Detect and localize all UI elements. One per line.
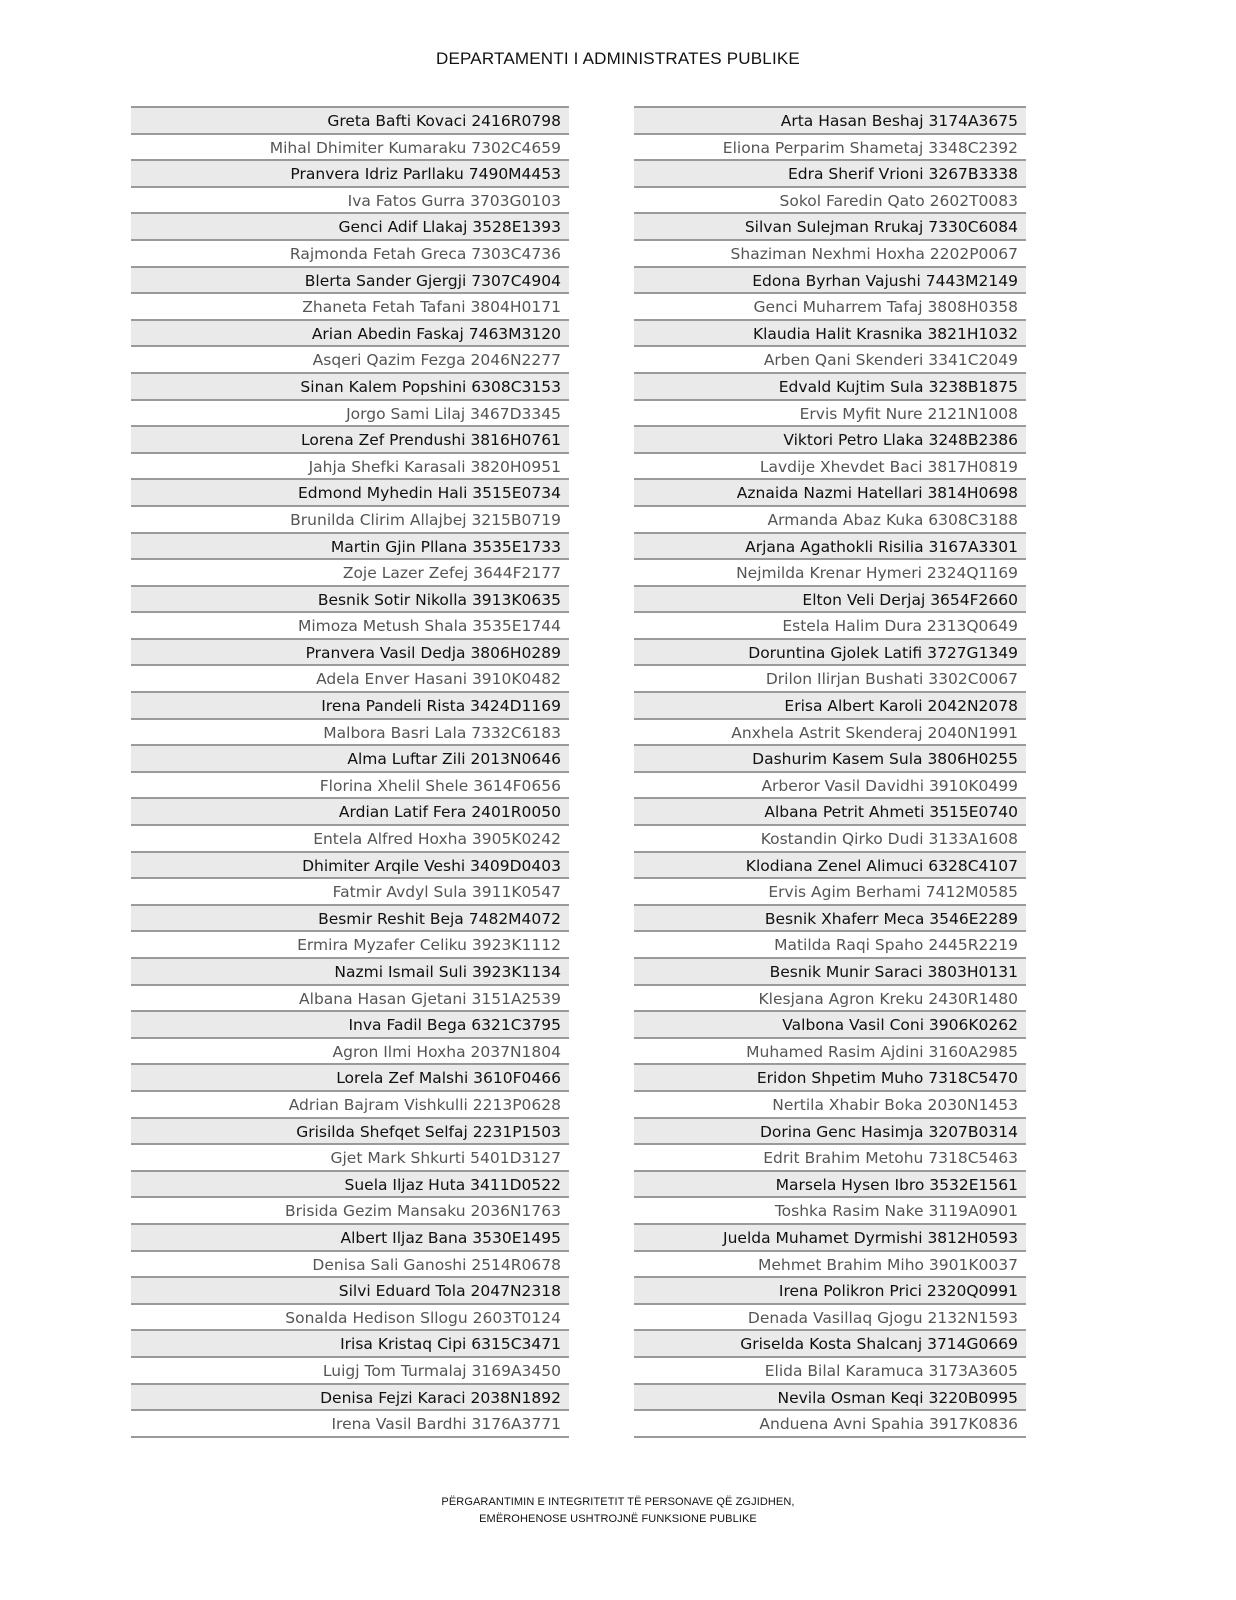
list-item: Erisa Albert Karoli 2042N2078 <box>634 693 1026 720</box>
list-item: Pranvera Idriz Parllaku 7490M4453 <box>131 161 569 188</box>
list-item: Arben Qani Skenderi 3341C2049 <box>634 347 1026 374</box>
list-item: Denisa Fejzi Karaci 2038N1892 <box>131 1385 569 1412</box>
list-item: Edona Byrhan Vajushi 7443M2149 <box>634 268 1026 295</box>
list-item: Estela Halim Dura 2313Q0649 <box>634 613 1026 640</box>
list-item: Lorena Zef Prendushi 3816H0761 <box>131 427 569 454</box>
list-item: Iva Fatos Gurra 3703G0103 <box>131 188 569 215</box>
list-item: Griselda Kosta Shalcanj 3714G0669 <box>634 1331 1026 1358</box>
list-item: Eridon Shpetim Muho 7318C5470 <box>634 1065 1026 1092</box>
right-list <box>634 106 1026 1438</box>
list-item: Martin Gjin Pllana 3535E1733 <box>131 534 569 561</box>
list-item: Adela Enver Hasani 3910K0482 <box>131 666 569 693</box>
left-list <box>131 106 569 1438</box>
list-item: Denisa Sali Ganoshi 2514R0678 <box>131 1252 569 1279</box>
list-item: Sinan Kalem Popshini 6308C3153 <box>131 374 569 401</box>
list-item: Lavdije Xhevdet Baci 3817H0819 <box>634 454 1026 481</box>
list-item: Besmir Reshit Beja 7482M4072 <box>131 906 569 933</box>
list-item: Eliona Perparim Shametaj 3348C2392 <box>634 135 1026 162</box>
list-item: Kostandin Qirko Dudi 3133A1608 <box>634 826 1026 853</box>
list-item: Dorina Genc Hasimja 3207B0314 <box>634 1119 1026 1146</box>
list-item: Toshka Rasim Nake 3119A0901 <box>634 1198 1026 1225</box>
list-item: Ermira Myzafer Celiku 3923K1112 <box>131 932 569 959</box>
list-item: Albana Petrit Ahmeti 3515E0740 <box>634 799 1026 826</box>
list-item: Brisida Gezim Mansaku 2036N1763 <box>131 1198 569 1225</box>
list-item: Edrit Brahim Metohu 7318C5463 <box>634 1145 1026 1172</box>
list-item: Suela Iljaz Huta 3411D0522 <box>131 1172 569 1199</box>
list-item: Arberor Vasil Davidhi 3910K0499 <box>634 773 1026 800</box>
list-item: Edmond Myhedin Hali 3515E0734 <box>131 480 569 507</box>
list-item: Armanda Abaz Kuka 6308C3188 <box>634 507 1026 534</box>
list-item: Zhaneta Fetah Tafani 3804H0171 <box>131 294 569 321</box>
list-item: Irena Pandeli Rista 3424D1169 <box>131 693 569 720</box>
list-item: Mihal Dhimiter Kumaraku 7302C4659 <box>131 135 569 162</box>
list-item: Jahja Shefki Karasali 3820H0951 <box>131 454 569 481</box>
list-item: Irena Vasil Bardhi 3176A3771 <box>131 1411 569 1438</box>
list-item: Ervis Agim Berhami 7412M0585 <box>634 879 1026 906</box>
list-item: Nejmilda Krenar Hymeri 2324Q1169 <box>634 560 1026 587</box>
list-item: Sonalda Hedison Sllogu 2603T0124 <box>131 1305 569 1332</box>
list-item: Besnik Sotir Nikolla 3913K0635 <box>131 587 569 614</box>
list-item: Florina Xhelil Shele 3614F0656 <box>131 773 569 800</box>
list-item: Asqeri Qazim Fezga 2046N2277 <box>131 347 569 374</box>
list-item: Fatmir Avdyl Sula 3911K0547 <box>131 879 569 906</box>
list-item: Alma Luftar Zili 2013N0646 <box>131 746 569 773</box>
list-item: Zoje Lazer Zefej 3644F2177 <box>131 560 569 587</box>
list-item: Elida Bilal Karamuca 3173A3605 <box>634 1358 1026 1385</box>
list-item: Albert Iljaz Bana 3530E1495 <box>131 1225 569 1252</box>
list-item: Sokol Faredin Qato 2602T0083 <box>634 188 1026 215</box>
list-item: Doruntina Gjolek Latifi 3727G1349 <box>634 640 1026 667</box>
list-item: Dhimiter Arqile Veshi 3409D0403 <box>131 853 569 880</box>
list-item: Elton Veli Derjaj 3654F2660 <box>634 587 1026 614</box>
list-item: Luigj Tom Turmalaj 3169A3450 <box>131 1358 569 1385</box>
list-item: Nevila Osman Keqi 3220B0995 <box>634 1385 1026 1412</box>
list-item: Ervis Myfit Nure 2121N1008 <box>634 401 1026 428</box>
list-item: Klaudia Halit Krasnika 3821H1032 <box>634 321 1026 348</box>
list-item: Arian Abedin Faskaj 7463M3120 <box>131 321 569 348</box>
list-item: Anxhela Astrit Skenderaj 2040N1991 <box>634 720 1026 747</box>
list-item: Malbora Basri Lala 7332C6183 <box>131 720 569 747</box>
list-item: Ardian Latif Fera 2401R0050 <box>131 799 569 826</box>
list-item: Muhamed Rasim Ajdini 3160A2985 <box>634 1039 1026 1066</box>
list-item: Klodiana Zenel Alimuci 6328C4107 <box>634 853 1026 880</box>
list-item: Albana Hasan Gjetani 3151A2539 <box>131 986 569 1013</box>
list-item: Marsela Hysen Ibro 3532E1561 <box>634 1172 1026 1199</box>
list-item: Brunilda Clirim Allajbej 3215B0719 <box>131 507 569 534</box>
list-item: Genci Muharrem Tafaj 3808H0358 <box>634 294 1026 321</box>
list-item: Pranvera Vasil Dedja 3806H0289 <box>131 640 569 667</box>
list-item: Matilda Raqi Spaho 2445R2219 <box>634 932 1026 959</box>
list-item: Valbona Vasil Coni 3906K0262 <box>634 1012 1026 1039</box>
list-item: Besnik Munir Saraci 3803H0131 <box>634 959 1026 986</box>
list-item: Shaziman Nexhmi Hoxha 2202P0067 <box>634 241 1026 268</box>
list-item: Inva Fadil Bega 6321C3795 <box>131 1012 569 1039</box>
list-item: Anduena Avni Spahia 3917K0836 <box>634 1411 1026 1438</box>
list-item: Nazmi Ismail Suli 3923K1134 <box>131 959 569 986</box>
left-column <box>131 106 569 1438</box>
footer <box>0 1494 1236 1528</box>
list-item: Nertila Xhabir Boka 2030N1453 <box>634 1092 1026 1119</box>
footer-line-2: EMËROHENOSE USHTROJNË FUNKSIONE PUBLIKE <box>479 1513 757 1525</box>
list-item: Viktori Petro Llaka 3248B2386 <box>634 427 1026 454</box>
list-item: Jorgo Sami Lilaj 3467D3345 <box>131 401 569 428</box>
footer-line-1: PËRGARANTIMIN E INTEGRITETIT TË PERSONAVE QË ZGJIDHEN, <box>441 1496 795 1508</box>
list-item: Mehmet Brahim Miho 3901K0037 <box>634 1252 1026 1279</box>
list-item: Agron Ilmi Hoxha 2037N1804 <box>131 1039 569 1066</box>
list-item: Drilon Ilirjan Bushati 3302C0067 <box>634 666 1026 693</box>
list-item: Lorela Zef Malshi 3610F0466 <box>131 1065 569 1092</box>
list-item: Arta Hasan Beshaj 3174A3675 <box>634 108 1026 135</box>
list-item: Greta Bafti Kovaci 2416R0798 <box>131 108 569 135</box>
page-title: DEPARTAMENTI I ADMINISTRATES PUBLIKE <box>436 49 800 68</box>
list-item: Blerta Sander Gjergji 7307C4904 <box>131 268 569 295</box>
list-item: Arjana Agathokli Risilia 3167A3301 <box>634 534 1026 561</box>
list-item: Adrian Bajram Vishkulli 2213P0628 <box>131 1092 569 1119</box>
list-item: Edvald Kujtim Sula 3238B1875 <box>634 374 1026 401</box>
list-item: Silvan Sulejman Rrukaj 7330C6084 <box>634 214 1026 241</box>
list-item: Klesjana Agron Kreku 2430R1480 <box>634 986 1026 1013</box>
list-item: Edra Sherif Vrioni 3267B3338 <box>634 161 1026 188</box>
list-item: Aznaida Nazmi Hatellari 3814H0698 <box>634 480 1026 507</box>
list-item: Denada Vasillaq Gjogu 2132N1593 <box>634 1305 1026 1332</box>
list-item: Grisilda Shefqet Selfaj 2231P1503 <box>131 1119 569 1146</box>
list-item: Mimoza Metush Shala 3535E1744 <box>131 613 569 640</box>
list-item: Genci Adif Llakaj 3528E1393 <box>131 214 569 241</box>
list-item: Irena Polikron Prici 2320Q0991 <box>634 1278 1026 1305</box>
list-item: Dashurim Kasem Sula 3806H0255 <box>634 746 1026 773</box>
list-item: Besnik Xhaferr Meca 3546E2289 <box>634 906 1026 933</box>
right-column <box>634 106 1026 1438</box>
list-item: Entela Alfred Hoxha 3905K0242 <box>131 826 569 853</box>
list-item: Gjet Mark Shkurti 5401D3127 <box>131 1145 569 1172</box>
list-item: Silvi Eduard Tola 2047N2318 <box>131 1278 569 1305</box>
list-item: Irisa Kristaq Cipi 6315C3471 <box>131 1331 569 1358</box>
list-item: Juelda Muhamet Dyrmishi 3812H0593 <box>634 1225 1026 1252</box>
list-item: Rajmonda Fetah Greca 7303C4736 <box>131 241 569 268</box>
